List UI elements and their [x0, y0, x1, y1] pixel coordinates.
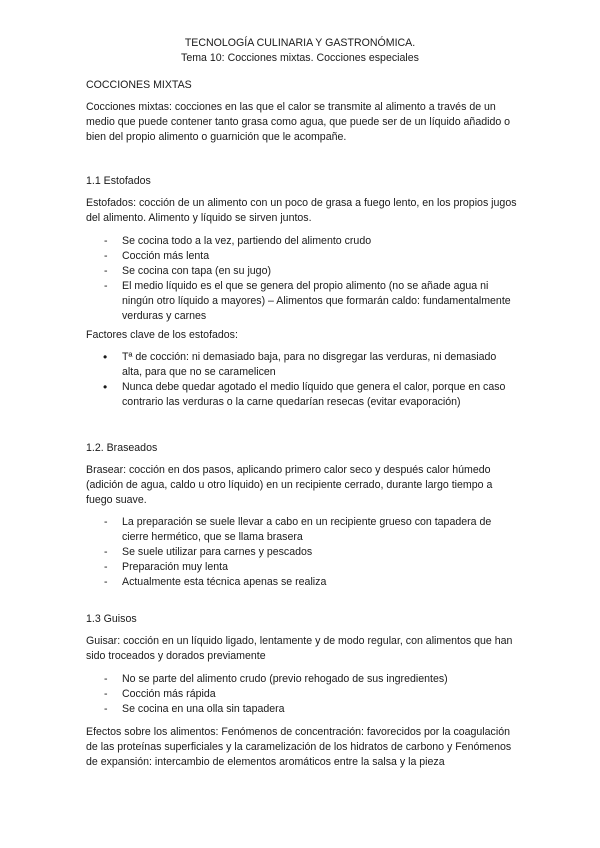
list-item: - Cocción más rápida	[86, 687, 518, 702]
list-item: - El medio líquido es el que se genera del propio alimento (no se añade agua ni ningún otro líquido a mayores) – Alimentos que formarán caldo: fundamentalmente verduras y carnes	[86, 279, 518, 324]
estofados-factors-list	[86, 350, 518, 410]
document-title: TECNOLOGÍA CULINARIA Y GASTRONÓMICA.	[184, 37, 416, 49]
estofados-factors-title: Factores clave de los estofados:	[86, 329, 238, 341]
list-item: - Preparación muy lenta	[86, 560, 518, 575]
estofados-heading: 1.1 Estofados	[86, 175, 151, 187]
list-item: • Nunca debe quedar agotado el medio líquido que genera el calor, porque en caso contrario las verduras o la carne quedarían resecas (evitar evaporación)	[86, 380, 518, 410]
list-item: - Actualmente esta técnica apenas se realiza	[86, 575, 518, 590]
list-item: - Se cocina todo a la vez, partiendo del alimento crudo	[86, 234, 518, 249]
braseados-list	[86, 515, 518, 590]
list-item: - Se cocina en una olla sin tapadera	[86, 702, 518, 717]
braseados-heading: 1.2. Braseados	[86, 442, 158, 454]
list-item: • Tª de cocción: ni demasiado baja, para no disgregar las verduras, ni demasiado alta, para que no se caramelicen	[86, 350, 518, 380]
braseados-definition: Brasear: cocción en dos pasos, aplicando primero calor seco y después calor húmedo (adición de agua, caldo u otro líquido) en un recipiente cerrado, durante largo tiempo a fuego suave.	[86, 464, 493, 506]
list-item: - No se parte del alimento crudo (previo rehogado de sus ingredientes)	[86, 672, 518, 687]
guisos-definition: Guisar: cocción en un líquido ligado, lentamente y de modo regular, con alimentos que han sido troceados y dorados previamente	[86, 635, 513, 662]
list-item: - La preparación se suele llevar a cabo en un recipiente grueso con tapadera de cierre hermético, que se llama brasera	[86, 515, 518, 545]
estofados-definition: Estofados: cocción de un alimento con un poco de grasa a fuego lento, en los propios jugos del alimento. Alimento y líquido se sirven juntos.	[86, 197, 517, 224]
guisos-effects: Efectos sobre los alimentos: Fenómenos de concentración: favorecidos por la coagulación de las proteínas superficiales y la caramelización de los hidratos de carbono y Fenómenos de expansión: intercambio de elementos aromáticos entre la salsa y la pieza	[86, 726, 512, 768]
list-item: - Se cocina con tapa (en su jugo)	[86, 264, 518, 279]
document-subtitle: Tema 10: Cocciones mixtas. Cocciones especiales	[181, 52, 419, 64]
intro-paragraph: Cocciones mixtas: cocciones en las que el calor se transmite al alimento a través de un medio que puede contener tanto grasa como agua, que puede ser de un líquido añadido o bien del propio alimento o guarnición que le acompañe.	[86, 101, 511, 143]
estofados-list	[86, 234, 518, 324]
section-title: COCCIONES MIXTAS	[86, 79, 192, 91]
guisos-list	[86, 672, 518, 717]
list-item: - Cocción más lenta	[86, 249, 518, 264]
list-item: - Se suele utilizar para carnes y pescados	[86, 545, 518, 560]
guisos-heading: 1.3 Guisos	[86, 613, 137, 625]
